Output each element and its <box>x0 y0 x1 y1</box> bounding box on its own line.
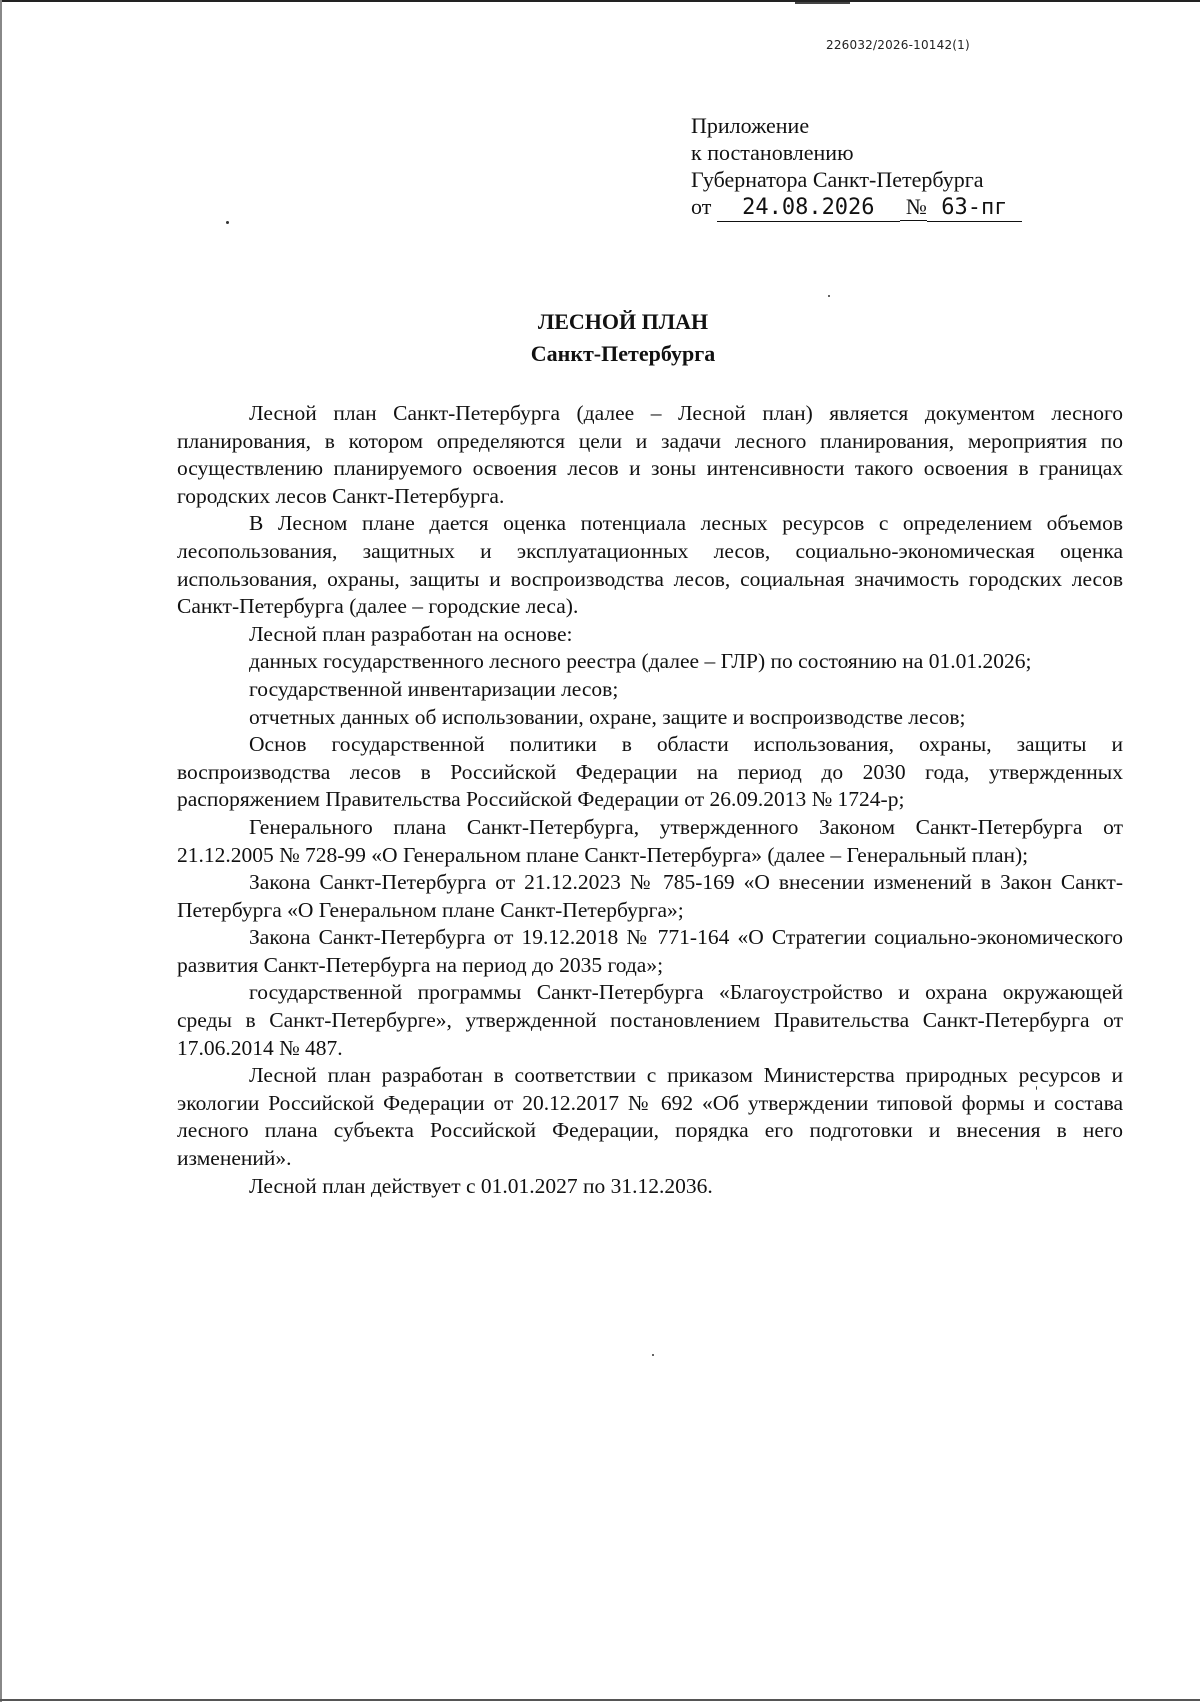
scan-left-edge <box>0 0 2 1702</box>
appendix-line-2: к постановлению <box>691 140 854 165</box>
paragraph: Лесной план разработан на основе: <box>249 621 573 646</box>
paragraph: Лесной план действует с 01.01.2027 по 31.12.2036. <box>249 1173 713 1198</box>
decree-number: 63-пг <box>927 194 1022 222</box>
appendix-block <box>691 112 1022 222</box>
scan-speck <box>652 1354 654 1356</box>
paragraph: Лесной план Санкт-Петербурга (далее – Лесной план) является документом лесного планирования, в котором определяются цели и задачи лесного планирования, мероприятия по осуществлению планируемого освоения лесов и зоны интенсивности такого освоения в границах городских лесов Санкт-Петербурга. <box>177 401 1123 508</box>
scan-top-edge <box>0 0 1200 2</box>
paragraph: Лесной план разработан в соответствии с приказом Министерства природных ресурсов и экологии Российской Федерации от 20.12.2017 № 692 «Об утверждении типовой формы и состава лесного плана субъекта Российской Федерации, порядка его подготовки и внесения в него изменений». <box>177 1063 1123 1171</box>
document-registration-id: 226032/2026-10142(1) <box>826 38 970 52</box>
paragraph: государственной программы Санкт-Петербурга «Благоустройство и охрана окружающей среды в Санкт-Петербурге», утвержденной постановлением Правительства Санкт-Петербурга от 17.06.2014 № 487. <box>177 980 1123 1060</box>
scan-speck <box>828 295 830 297</box>
title-main: ЛЕСНОЙ ПЛАН <box>537 309 709 334</box>
appendix-dateline <box>691 193 1022 222</box>
title-subtitle: Санкт-Петербурга <box>530 341 716 366</box>
date-prefix: от <box>691 194 712 219</box>
paragraph: отчетных данных об использовании, охране, защите и воспроизводстве лесов; <box>249 704 966 729</box>
paragraph: Генерального плана Санкт-Петербурга, утвержденного Законом Санкт-Петербурга от 21.12.2005 № 728-99 «О Генеральном плане Санкт-Петербурга» (далее – Генеральный план); <box>177 814 1123 867</box>
scan-top-mark <box>795 2 850 4</box>
paragraph: Основ государственной политики в области использования, охраны, защиты и воспроизводства лесов в Российской Федерации на период до 2030 года, утвержденных распоряжением Правительства Российской Федерации от 26.09.2013 № 1724-р; <box>177 732 1123 812</box>
number-prefix: № <box>905 194 927 219</box>
appendix-line-3: Губернатора Санкт-Петербурга <box>691 167 984 192</box>
paragraph: В Лесном плане дается оценка потенциала лесных ресурсов с определением объемов лесопользования, защитных и эксплуатационных лесов, социально-экономическая оценка использования, охраны, защиты и воспроизводства лесов, социальная значимость городских лесов Санкт-Петербурга (далее – городские леса). <box>177 511 1123 619</box>
document-body <box>177 400 1123 1200</box>
paragraph: государственной инвентаризации лесов; <box>249 676 619 701</box>
appendix-line-1: Приложение <box>691 113 810 138</box>
decree-date: 24.08.2026 <box>717 194 900 222</box>
scan-speck <box>226 221 229 224</box>
paragraph: данных государственного лесного реестра (далее – ГЛР) по состоянию на 01.01.2026; <box>249 649 1032 674</box>
document-title <box>0 306 1200 370</box>
paragraph: Закона Санкт-Петербурга от 21.12.2023 № 785-169 «О внесении изменений в Закон Санкт-Петербурга «О Генеральном плане Санкт-Петербурга»; <box>177 870 1123 922</box>
scan-bottom-edge <box>0 1699 1200 1701</box>
paragraph: Закона Санкт-Петербурга от 19.12.2018 № 771-164 «О Стратегии социально-экономического развития Санкт-Петербурга на период до 2035 года»; <box>177 925 1123 977</box>
